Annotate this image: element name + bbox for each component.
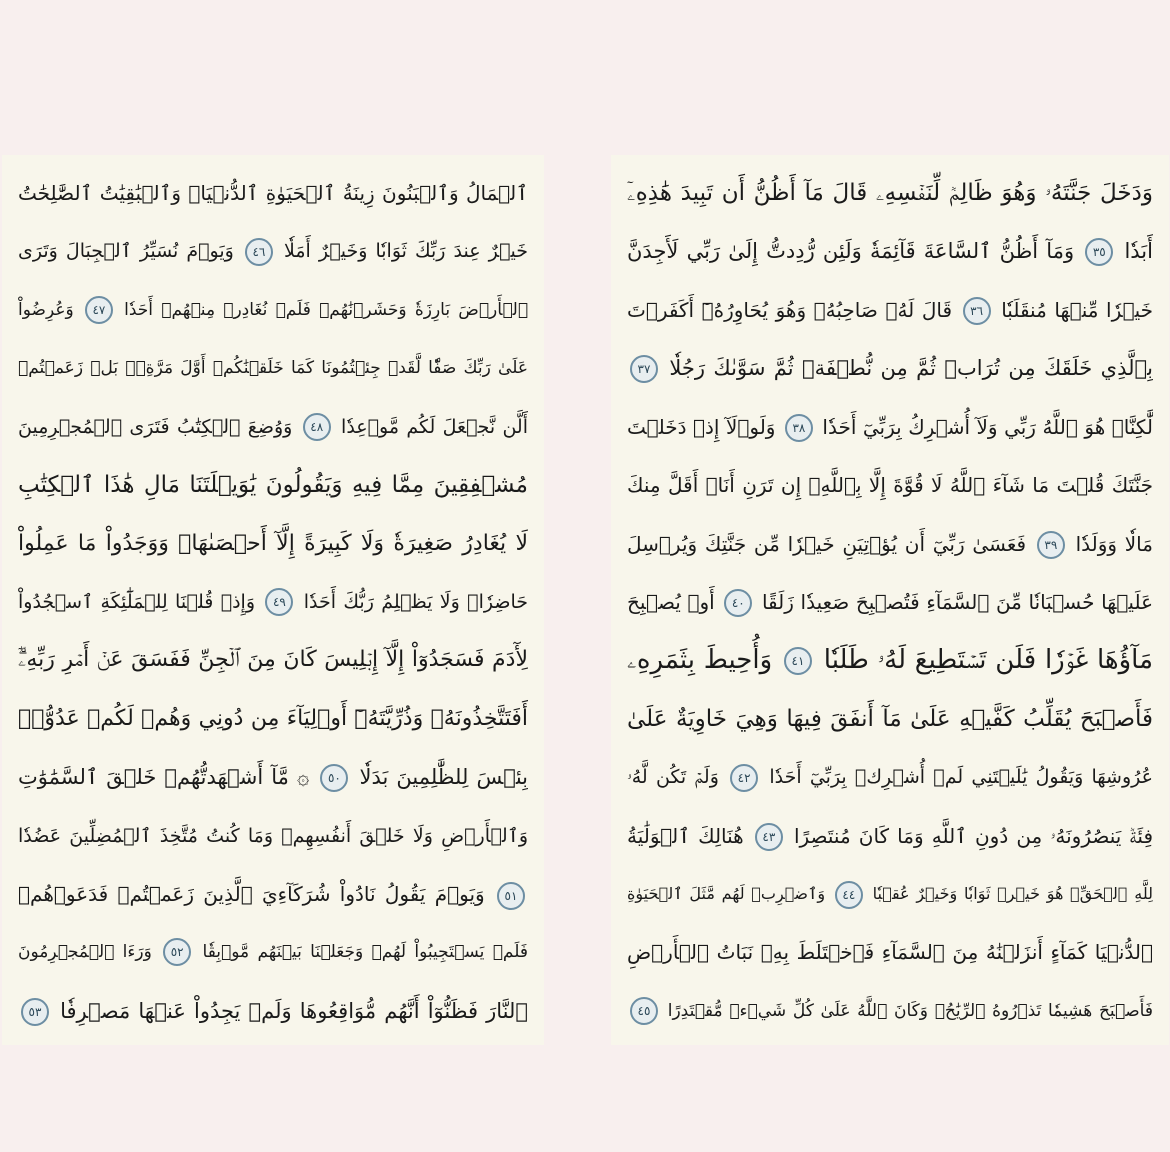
verse-line [18,457,528,513]
verse-text: وَعُرِضُواْ [18,299,74,320]
verse-text: حَاضِرٗاۗ وَلَا يَظۡلِمُ رَبُّكَ أَحَدٗا [303,590,528,613]
verse-text: خَيۡرٌ عِندَ رَبِّكَ ثَوَابٗا وَخَيۡرٌ أَمَلٗا [284,240,528,263]
verse-text: وَأُحِيطَ بِثَمَرِهِۦ [627,645,773,676]
verse-text: لِأٓدَمَ فَسَجَدُوٓاْ إِلَّآ إِبۡلِيسَ كَانَ مِنَ ٱلۡجِنِّ فَفَسَقَ عَنۡ أَمۡرِ رَبِّهِۦٓۗ [18,647,528,673]
verse-text: بِٱلَّذِي خَلَقَكَ مِن تُرَابٖ ثُمَّ مِن نُّطۡفَةٖ ثُمَّ سَوَّىٰكَ رَجُلٗا [669,356,1153,381]
verse-number-marker: ٣٦ [963,297,991,325]
verse-number-marker: ٥٢ [163,938,191,966]
verse-text: ٱلنَّارَ فَظَنُّوٓاْ أَنَّهُم مُّوَاقِعُوهَا وَلَمۡ يَجِدُواْ عَنۡهَا مَصۡرِفٗا [60,998,528,1023]
verse-number-marker: ٤٤ [835,881,863,909]
verse-text: جَنَّتَكَ قُلۡتَ مَا شَآءَ ٱللَّهُ لَا قُوَّةَ إِلَّا بِٱللَّهِۚ إِن تَرَنِ أَنَا۠ أَقَلَّ مِنكَ [627,473,1153,498]
verse-text: قَالَ لَهُۥ صَاحِبُهُۥ وَهُوَ يُحَاوِرُهُۥٓ أَكَفَرۡتَ [627,297,953,322]
verse-number-marker: ٥١ [497,882,525,910]
verse-text: وَٱلۡأَرۡضِ وَلَا خَلۡقَ أَنفُسِهِمۡ وَمَا كُنتُ مُتَّخِذَ ٱلۡمُضِلِّينَ عَضُدٗا [18,824,528,847]
verse-text: خَيۡرٗا مِّنۡهَا مُنقَلَبٗا [1001,297,1153,322]
verse-line [627,632,1153,688]
verse-text: أَوۡ يُصۡبِحَ [627,589,715,614]
verse-text: وَمَآ أَظُنُّ ٱلسَّاعَةَ قَآئِمَةٗ وَلَئِن رُّدِدتُّ إِلَىٰ رَبِّي لَأَجِدَنَّ [627,239,1075,264]
verse-line [627,399,1153,455]
verse-number-marker: ٣٥ [1085,238,1113,266]
verse-number-marker: ٣٩ [1037,531,1065,559]
verse-text: مُشۡفِقِينَ مِمَّا فِيهِ وَيَقُولُونَ يَٰوَيۡلَتَنَا مَالِ هَٰذَا ٱلۡكِتَٰبِ [18,472,528,499]
verse-line [627,691,1153,747]
verse-text: وَيَوۡمَ نُسَيِّرُ ٱلۡجِبَالَ وَتَرَى [18,240,234,263]
verse-text: عَلَىٰ رَبِّكَ صَفّٗا لَّقَدۡ جِئۡتُمُونَا كَمَا خَلَقۡنَٰكُمۡ أَوَّلَ مَرَّةِۭۚ بَلۡ زَعَمۡتُمۡ [18,358,528,379]
verse-line [627,924,1153,980]
verse-text: مَآؤُهَا غَوۡرٗا فَلَن تَسۡتَطِيعَ لَهُۥ طَلَبٗا [823,645,1153,676]
verse-text: لَا يُغَادِرُ صَغِيرَةٗ وَلَا كَبِيرَةً إِلَّآ أَحۡصَىٰهَاۚ وَوَجَدُواْ مَا عَمِلُواْ [18,530,528,556]
verse-number-marker: ٣٨ [785,414,813,442]
verse-text: وَلَمۡ تَكُن لَّهُۥ [627,766,719,789]
verse-text: ٱلدُّنۡيَا كَمَآءٍ أَنزَلۡنَٰهُ مِنَ ٱلسَّمَآءِ فَٱخۡتَلَطَ بِهِۦ نَبَاتُ ٱلۡأَرۡضِ [627,940,1153,965]
verse-line [18,399,528,455]
verse-number-marker: ٤٨ [303,413,331,441]
verse-text: وَيَوۡمَ يَقُولُ نَادُواْ شُرَكَآءِيَ ٱلَّذِينَ زَعَمۡتُمۡ فَدَعَوۡهُمۡ [18,882,485,907]
verse-line [627,808,1153,864]
verse-line [627,983,1153,1039]
verse-line [18,691,528,747]
verse-line [18,223,528,279]
verse-text: لِلَّهِ ٱلۡحَقِّۚ هُوَ خَيۡرٞ ثَوَابٗا وَخَيۡرٌ عُقۡبٗا [872,884,1153,904]
verse-text: فَلَمۡ يَسۡتَجِيبُواْ لَهُمۡ وَجَعَلۡنَا بَيۡنَهُم مَّوۡبِقٗا [202,942,528,963]
verse-line [627,282,1153,338]
verse-text: بِئۡسَ لِلظَّٰلِمِينَ بَدَلٗا [359,765,528,790]
verse-line [627,165,1153,221]
verse-line [627,516,1153,572]
verse-line [18,866,528,922]
verse-number-marker: ٤٢ [730,764,758,792]
verse-number-marker: ٤٣ [755,823,783,851]
verse-number-marker: ٥٣ [21,998,49,1026]
verse-text: فَأَصۡبَحَ هَشِيمٗا تَذۡرُوهُ ٱلرِّيَٰحُۗ وَكَانَ ٱللَّهُ عَلَىٰ كُلِّ شَيۡءٖ مُّقۡتَدِرًا [667,1000,1153,1021]
verse-line [627,574,1153,630]
verse-text: وَلَوۡلَآ إِذۡ دَخَلۡتَ [627,414,776,439]
verse-text: وَوُضِعَ ٱلۡكِتَٰبُ فَتَرَى ٱلۡمُجۡرِمِينَ [18,415,293,438]
verse-text: وَٱضۡرِبۡ لَهُم مَّثَلَ ٱلۡحَيَوٰةِ [627,884,826,904]
verse-line [627,340,1153,396]
verse-line [18,924,528,980]
verse-text: فَعَسَىٰ رَبِّيٓ أَن يُؤۡتِيَنِ خَيۡرٗا مِّن جَنَّتِكَ وَيُرۡسِلَ [627,531,1027,556]
verse-text: مَالٗا وَوَلَدٗا [1075,531,1153,556]
verse-text: وَدَخَلَ جَنَّتَهُۥ وَهُوَ ظَالِمٞ لِّنَفۡسِهِۦ قَالَ مَآ أَظُنُّ أَن تَبِيدَ هَٰذِهِۦٓ [627,180,1153,206]
verse-line [627,223,1153,279]
verse-text: ٱلۡمَالُ وَٱلۡبَنُونَ زِينَةُ ٱلۡحَيَوٰةِ ٱلدُّنۡيَاۖ وَٱلۡبَٰقِيَٰتُ ٱلصَّٰلِحَٰتُ [18,181,528,205]
verse-number-marker: ٤٦ [245,238,273,266]
right-page [611,155,1169,1045]
verse-line [18,983,528,1039]
verse-text: عُرُوشِهَا وَيَقُولُ يَٰلَيۡتَنِي لَمۡ أُشۡرِكۡ بِرَبِّيٓ أَحَدٗا [769,766,1153,789]
verse-text: ۞ مَّآ أَشۡهَدتُّهُمۡ خَلۡقَ ٱلسَّمَٰوَٰتِ [18,765,310,790]
verse-line [627,749,1153,805]
verse-text: عَلَيۡهَا حُسۡبَانٗا مِّنَ ٱلسَّمَآءِ فَتُصۡبِحَ صَعِيدٗا زَلَقًا [761,589,1153,614]
verse-number-marker: ٤٧ [85,296,113,324]
verse-line [627,457,1153,513]
verse-text: لَّٰكِنَّا۠ هُوَ ٱللَّهُ رَبِّي وَلَآ أُشۡرِكُ بِرَبِّيٓ أَحَدٗا [822,414,1153,439]
verse-line [18,574,528,630]
verse-line [18,165,528,221]
verse-line [18,808,528,864]
verse-line [18,516,528,572]
verse-text: أَفَتَتَّخِذُونَهُۥ وَذُرِّيَّتَهُۥٓ أَوۡلِيَآءَ مِن دُونِي وَهُمۡ لَكُمۡ عَدُوُّۢۚ [18,705,528,731]
verse-number-marker: ٤١ [784,647,812,675]
verse-text: ٱلۡأَرۡضَ بَارِزَةٗ وَحَشَرۡنَٰهُمۡ فَلَمۡ نُغَادِرۡ مِنۡهُمۡ أَحَدٗا [124,299,528,320]
left-page [2,155,544,1045]
verse-text: أَلَّن نَّجۡعَلَ لَكُم مَّوۡعِدٗا [341,415,528,438]
verse-number-marker: ٤٥ [630,997,658,1025]
verse-text: وَرَءَا ٱلۡمُجۡرِمُونَ [18,942,152,963]
verse-text: فِئَةٞ يَنصُرُونَهُۥ مِن دُونِ ٱللَّهِ وَمَا كَانَ مُنتَصِرًا [793,823,1153,848]
verse-text: أَبَدٗا [1124,239,1153,264]
verse-line [18,282,528,338]
verse-line [18,632,528,688]
verse-number-marker: ٤٩ [265,588,293,616]
verse-line [18,340,528,396]
verse-text: فَأَصۡبَحَ يُقَلِّبُ كَفَّيۡهِ عَلَىٰ مَآ أَنفَقَ فِيهَا وَهِيَ خَاوِيَةٌ عَلَىٰ [627,705,1153,732]
verse-number-marker: ٥٠ [320,764,348,792]
verse-line [18,749,528,805]
verse-number-marker: ٤٠ [724,589,752,617]
verse-text: هُنَالِكَ ٱلۡوَلَٰيَةُ [627,823,744,848]
verse-text: وَإِذۡ قُلۡنَا لِلۡمَلَٰٓئِكَةِ ٱسۡجُدُواْ [18,590,256,613]
verse-line [627,866,1153,922]
verse-number-marker: ٣٧ [630,355,658,383]
